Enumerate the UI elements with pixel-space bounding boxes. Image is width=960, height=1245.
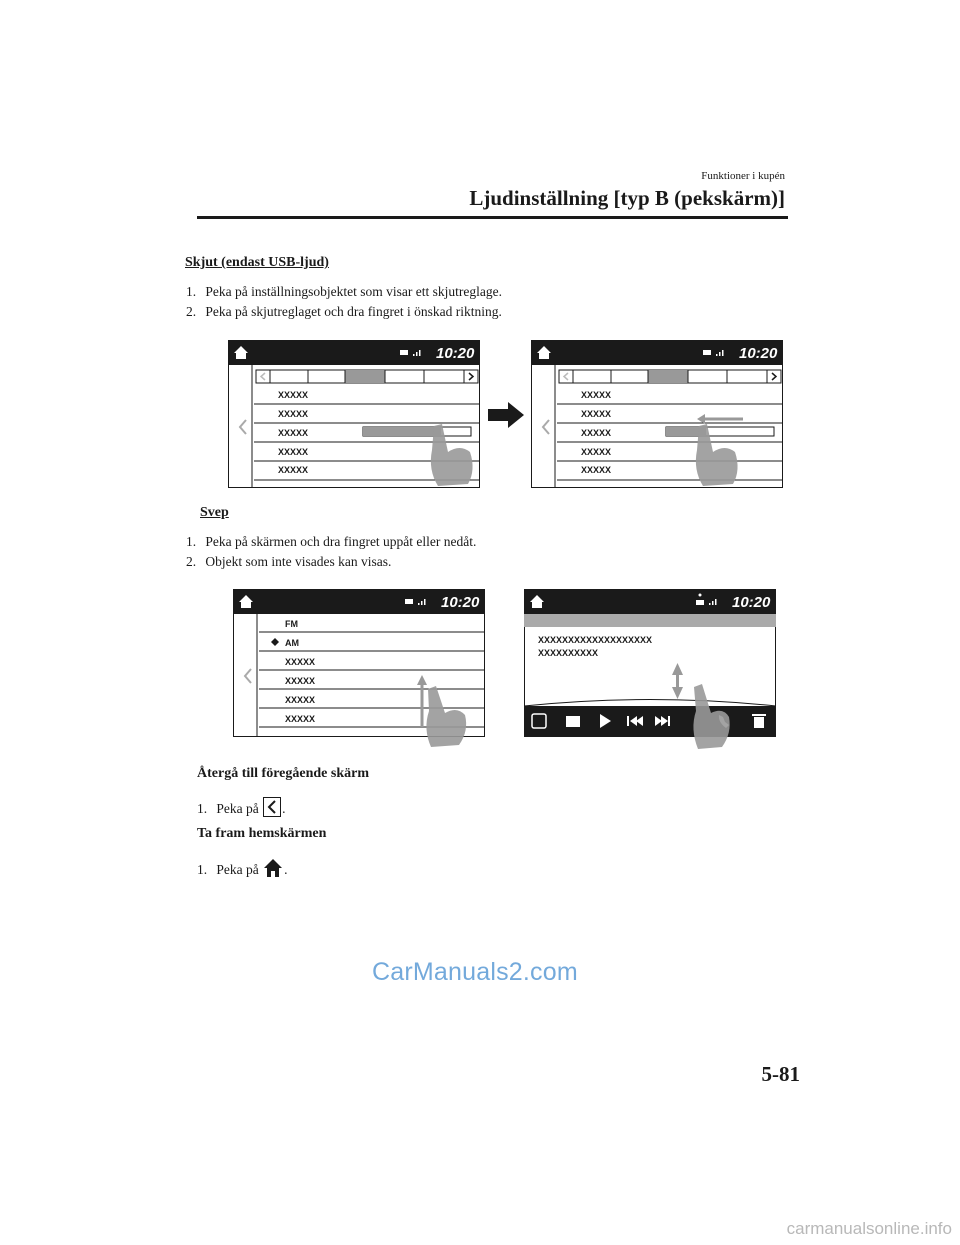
step-text: Peka på (216, 801, 259, 816)
list-item[interactable]: XXXXX (278, 465, 309, 475)
swipe-heading: Svep (200, 505, 229, 520)
page-number: 5-81 (761, 1062, 800, 1086)
track-title-line-1: XXXXXXXXXXXXXXXXXXX (538, 635, 653, 645)
step-number: 1. (186, 534, 197, 549)
list-item[interactable]: XXXXX (285, 695, 316, 705)
swipe-media-screen (524, 589, 776, 749)
track-title-line-2: XXXXXXXXXX (538, 648, 599, 658)
swipe-step-1 (186, 534, 476, 550)
list-item[interactable]: XXXXX (278, 390, 309, 400)
back-chevron-icon (263, 797, 281, 817)
swipe-list-screen (233, 589, 485, 749)
section-label: Funktioner i kupén (701, 170, 785, 182)
home-step-1 (197, 858, 287, 878)
folder-icon[interactable] (566, 716, 580, 727)
list-item-am[interactable]: AM (285, 638, 299, 648)
home-heading: Ta fram hemskärmen (197, 826, 327, 841)
slider-screen-before (228, 340, 480, 488)
step-number: 2. (186, 304, 197, 319)
slider-screen-after (531, 340, 783, 488)
slider-fill (363, 427, 441, 436)
step-text: Peka på skärmen och dra fingret uppåt eller nedåt. (205, 534, 477, 549)
back-heading: Återgå till föregående skärm (197, 766, 369, 781)
progress-strip (524, 614, 776, 627)
list-item[interactable]: XXXXX (285, 676, 316, 686)
swipe-step-2 (186, 554, 391, 570)
step-number: 2. (186, 554, 197, 569)
arrow-right-icon (488, 402, 524, 428)
slide-step-2 (186, 304, 502, 320)
chapter-title: Ljudinställning [typ B (pekskärm)] (469, 186, 785, 210)
step-text: Peka på inställningsobjektet som visar ett skjutreglage. (205, 284, 502, 299)
step-number: 1. (197, 862, 208, 877)
step-number: 1. (186, 284, 197, 299)
back-step-1 (197, 797, 285, 817)
list-item[interactable]: XXXXX (581, 409, 612, 419)
clock: 10:20 (441, 594, 480, 611)
header-rule (197, 216, 788, 219)
list-item[interactable]: XXXXX (581, 447, 612, 457)
clock: 10:20 (732, 594, 771, 611)
media-control-bar (524, 706, 776, 737)
list-item-fm[interactable]: FM (285, 619, 298, 629)
list-item[interactable]: XXXXX (278, 428, 309, 438)
slide-heading: Skjut (endast USB-ljud) (185, 255, 329, 270)
list-item[interactable]: XXXXX (278, 409, 309, 419)
list-item[interactable]: XXXXX (581, 465, 612, 475)
step-text-end: . (282, 801, 286, 816)
clock: 10:20 (436, 345, 475, 362)
list-item[interactable]: XXXXX (581, 390, 612, 400)
list-item[interactable]: XXXXX (581, 428, 612, 438)
site-watermark: CarManuals2.com (372, 958, 578, 986)
step-text: Peka på (216, 862, 259, 877)
slide-step-1 (186, 284, 502, 300)
list-item[interactable]: XXXXX (285, 657, 316, 667)
footer-watermark: carmanualsonline.info (786, 1219, 952, 1238)
list-item[interactable]: XXXXX (285, 714, 316, 724)
step-text: Peka på skjutreglaget och dra fingret i önskad riktning. (205, 304, 502, 319)
step-text-end: . (284, 862, 288, 877)
list-item[interactable]: XXXXX (278, 447, 309, 457)
home-icon (263, 858, 283, 878)
step-text: Objekt som inte visades kan visas. (205, 554, 392, 569)
step-number: 1. (197, 801, 208, 816)
clock: 10:20 (739, 345, 778, 362)
